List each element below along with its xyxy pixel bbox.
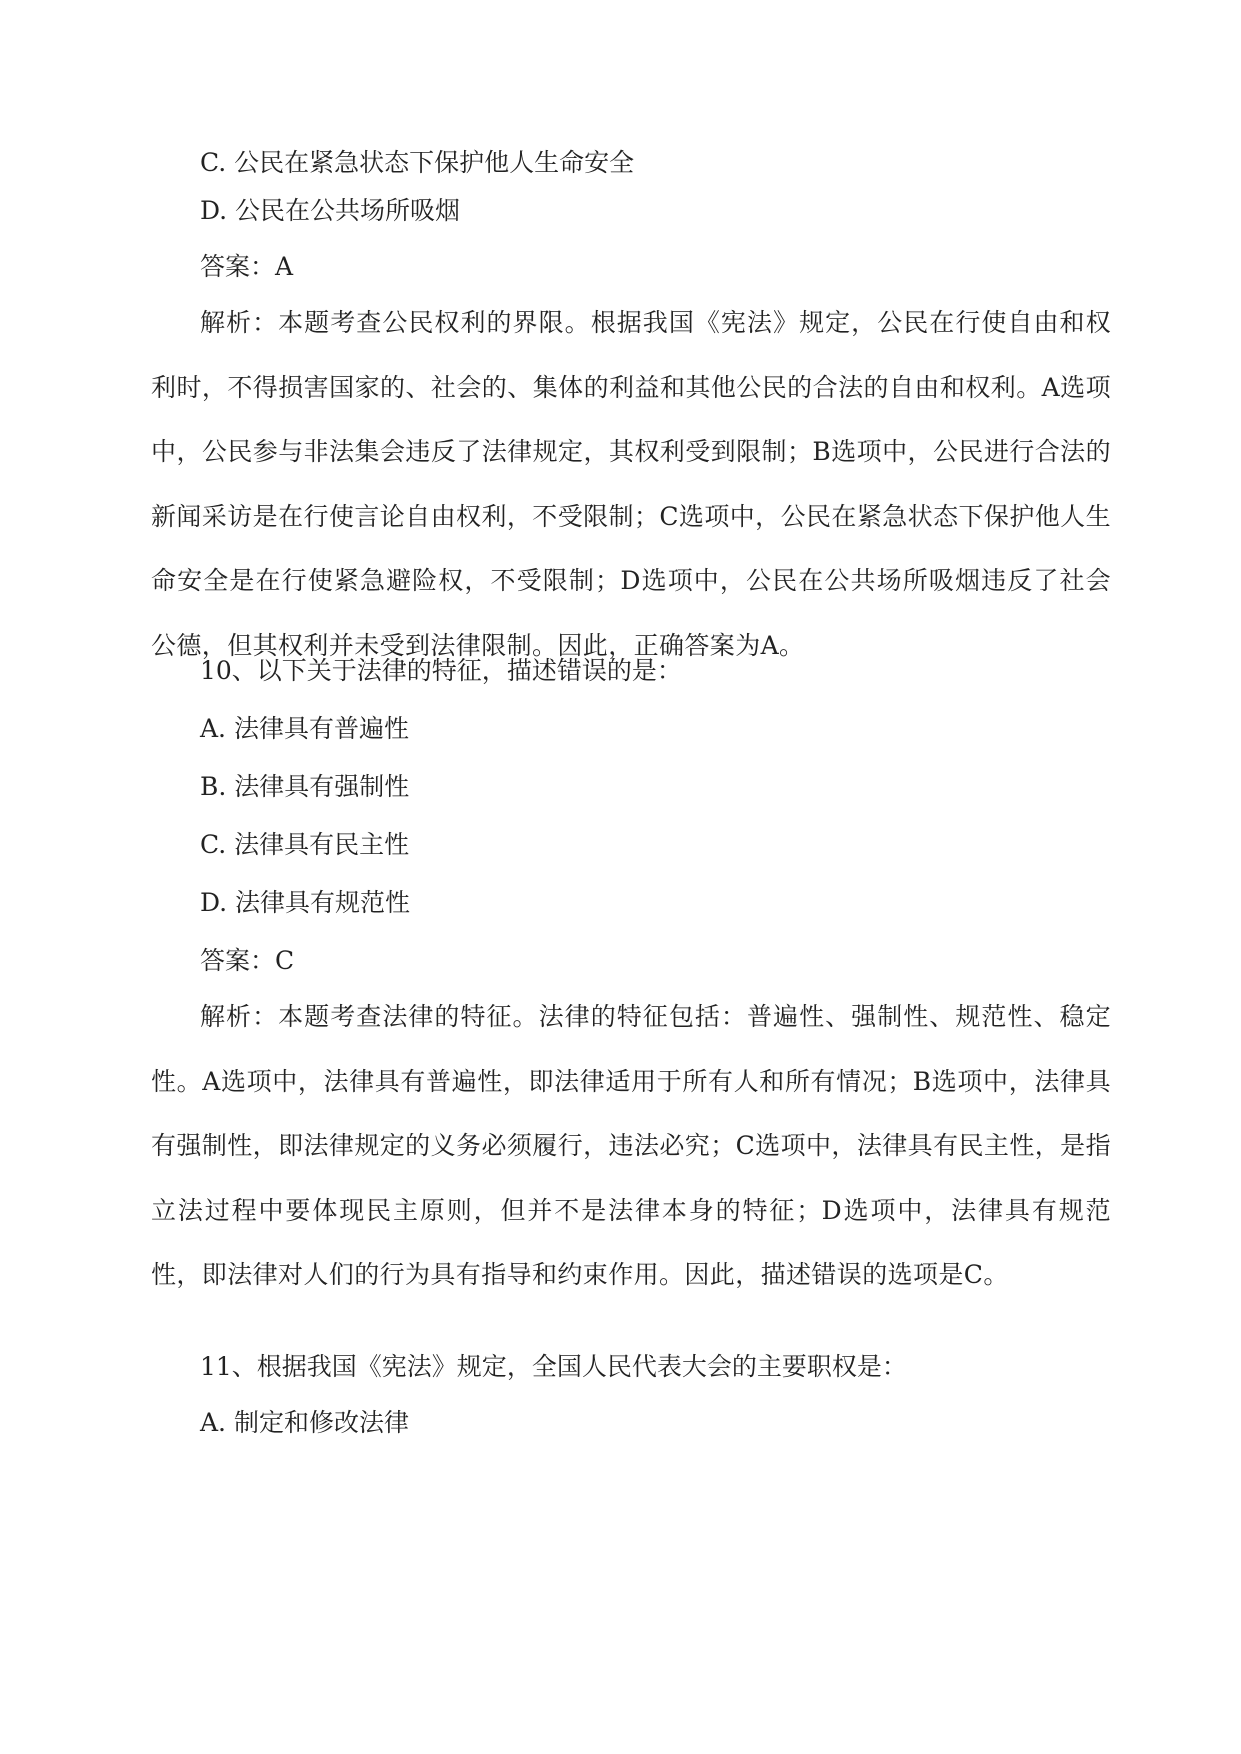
q10-answer: 答案：C (200, 946, 295, 975)
q11-question: 11、根据我国《宪法》规定，全国人民代表大会的主要职权是： (200, 1352, 907, 1381)
q9-option-d: D. 公民在公共场所吸烟 (200, 196, 461, 225)
q9-explanation: 解析：本题考查公民权利的界限。根据我国《宪法》规定，公民在行使自由和权利时，不得损害国家的、社会的、集体的利益和其他公民的合法的自由和权利。A选项中，公民参与非法集会违反了法律规定，其权利受到限制；B选项中，公民进行合法的新闻采访是在行使言论自由权利，不受限制；C选项中，公民在紧急状态下保护他人生命安全是在行使紧急避险权，不受限制；D选项中，公民在公共场所吸烟违反了社会公德，但其权利并未受到法律限制。因此，正确答案为A。 (151, 308, 1111, 660)
q9-answer: 答案：A (200, 252, 294, 281)
q9-option-c: C. 公民在紧急状态下保护他人生命安全 (200, 148, 635, 177)
q10-option-a: A. 法律具有普遍性 (200, 714, 409, 743)
q10-explanation: 解析：本题考查法律的特征。法律的特征包括：普遍性、强制性、规范性、稳定性。A选项中，法律具有普遍性，即法律适用于所有人和所有情况；B选项中，法律具有强制性，即法律规定的义务必须履行，违法必究；C选项中，法律具有民主性，是指立法过程中要体现民主原则，但并不是法律本身的特征；D选项中，法律具有规范性，即法律对人们的行为具有指导和约束作用。因此，描述错误的选项是C。 (151, 1002, 1111, 1290)
q11-option-a: A. 制定和修改法律 (200, 1408, 409, 1437)
q10-option-b: B. 法律具有强制性 (200, 772, 410, 801)
q10-option-d: D. 法律具有规范性 (200, 888, 411, 917)
q10-question: 10、以下关于法律的特征，描述错误的是： (200, 656, 682, 685)
q10-option-c: C. 法律具有民主性 (200, 830, 410, 859)
